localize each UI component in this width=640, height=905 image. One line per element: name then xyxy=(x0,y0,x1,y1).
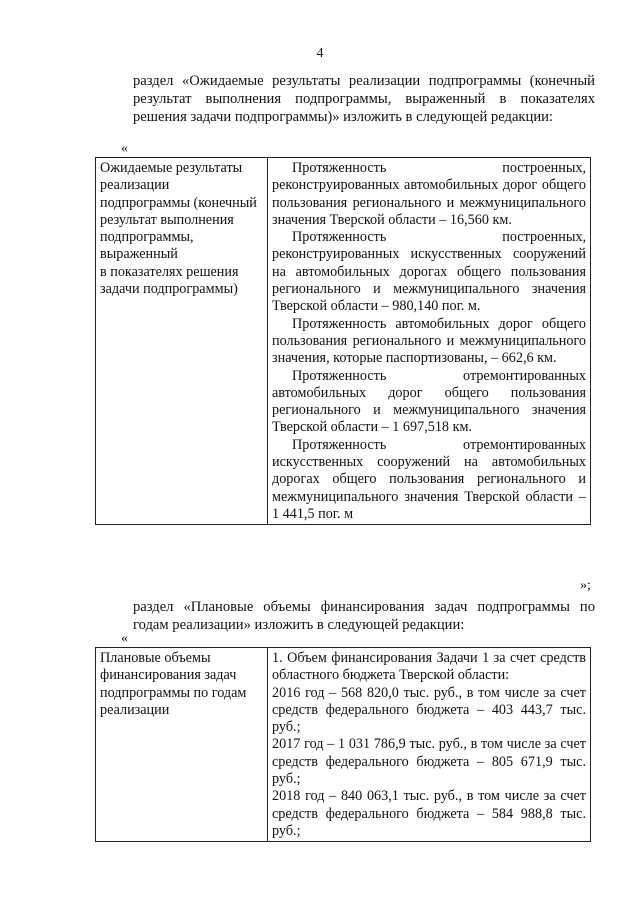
result-paragraph: Протяженность построенных, реконструированных автомобильных дорог общего пользования регионального и межмуниципального значения Тверской области – 16,560 км. xyxy=(272,160,586,228)
open-quote-2: « xyxy=(121,631,128,646)
financing-label-cell xyxy=(96,648,268,842)
page-number: 4 xyxy=(316,46,324,61)
label-line: подпрограммы по годам xyxy=(100,684,247,701)
financing-line: 2017 год – 1 031 786,9 тыс. руб., в том числе за счет средств федерального бюджета – 805 671,9 тыс. руб.; xyxy=(272,736,586,788)
label-line: подпрограммы, xyxy=(100,229,194,246)
expected-results-value-cell xyxy=(268,158,591,525)
close-quote-1: »; xyxy=(580,578,591,593)
label-line: Плановые объемы xyxy=(100,650,211,666)
label-line: задачи подпрограммы) xyxy=(100,281,238,298)
result-paragraph: Протяженность отремонтированных автомобильных дорог общего пользования регионального и межмуниципального значения Тверской области – 1 697,518 км. xyxy=(272,367,586,436)
result-paragraph: Протяженность построенных, реконструированных искусственных сооружений на автомобильных дорогах общего пользования регионального и межмуниципального значения Тверской области – 980,140 пог. м. xyxy=(272,229,586,315)
open-quote-1: « xyxy=(121,141,128,156)
expected-results-table xyxy=(95,157,591,525)
label-line: подпрограммы (конечный xyxy=(100,194,257,211)
label-line: результат выполнения xyxy=(100,211,234,228)
label-line: Ожидаемые результаты xyxy=(100,160,243,176)
label-line: финансирования задач xyxy=(100,667,237,684)
financing-table xyxy=(95,647,591,842)
result-paragraph: Протяженность автомобильных дорог общего пользования регионального и межмуниципального значения, которые паспортизованы, – 662,6 км. xyxy=(272,315,586,367)
label-line: реализации xyxy=(100,177,170,194)
section1-intro: раздел «Ожидаемые результаты реализации подпрограммы (конечный результат выполнения подпрограммы, выраженный в показателях решения задачи подпрограммы)» изложить в следующей редакции: xyxy=(133,73,595,125)
financing-line: 2016 год – 568 820,0 тыс. руб., в том числе за счет средств федерального бюджета – 403 443,7 тыс. руб.; xyxy=(272,684,586,736)
financing-line: 2018 год – 840 063,1 тыс. руб., в том числе за счет средств федерального бюджета – 584 988,8 тыс. руб.; xyxy=(272,788,586,839)
label-line: выраженный xyxy=(100,246,178,263)
section2-intro: раздел «Плановые объемы финансирования задач подпрограммы по годам реализации» изложить в следующей редакции: xyxy=(133,599,595,633)
financing-value-cell xyxy=(268,648,591,842)
expected-results-label-cell xyxy=(96,158,268,525)
label-line: реализации xyxy=(100,701,170,718)
label-line: в показателях решения xyxy=(100,263,239,280)
result-paragraph: Протяженность отремонтированных искусственных сооружений на автомобильных дорогах общего пользования регионального и межмуниципального значения Тверской области – 1 441,5 пог. м xyxy=(272,436,586,522)
financing-line: 1. Объем финансирования Задачи 1 за счет средств областного бюджета Тверской области: xyxy=(272,650,586,684)
